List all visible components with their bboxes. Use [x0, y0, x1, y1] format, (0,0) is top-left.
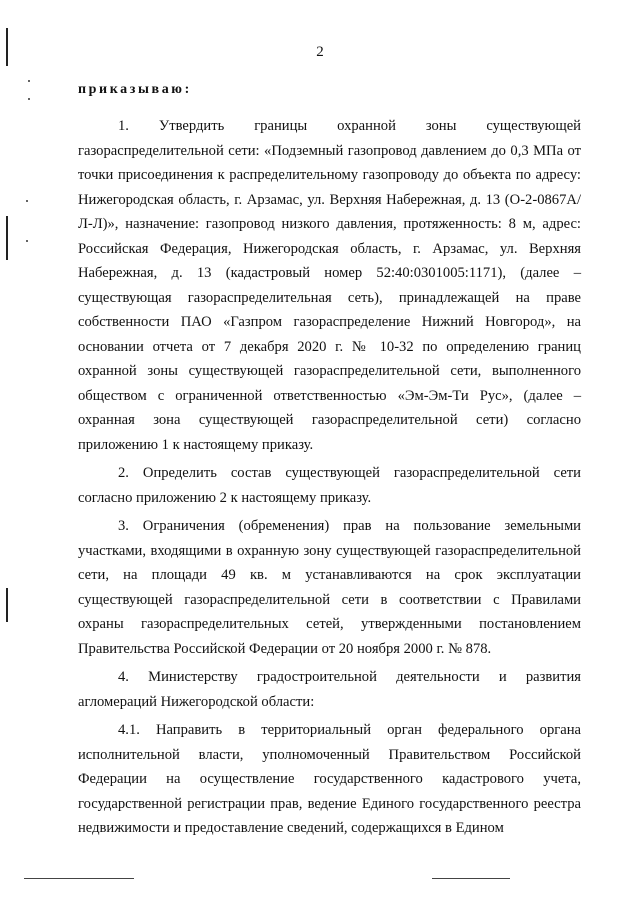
scan-artifact-dot: [26, 200, 28, 202]
scan-artifact-dot: [26, 240, 28, 242]
scan-artifact-dot: [28, 80, 30, 82]
document-body: [78, 114, 581, 841]
scan-artifact-line: [6, 216, 8, 260]
scan-artifact-dot: [28, 98, 30, 100]
footer-line-right: [432, 878, 510, 879]
scan-artifact-line: [6, 28, 8, 66]
footer-line-left: [24, 878, 134, 879]
paragraph-2: 2. Определить состав существующей газораспределительной сети согласно приложению 2 к настоящему приказу.: [78, 465, 581, 506]
order-heading: приказываю:: [78, 82, 192, 97]
paragraph-4: 4. Министерству градостроительной деятельности и развития агломераций Нижегородской области:: [78, 669, 581, 710]
scan-artifact-line: [6, 588, 8, 622]
paragraph-4-1: 4.1. Направить в территориальный орган федерального органа исполнительной власти, уполномоченный Правительством Российской Федерации на осуществление государственного кадастрового учета, государственной регистрации прав, ведение Единого государственного реестра недвижимости и предоставление сведений, содержащихся в Едином: [78, 722, 581, 836]
page-number: 2: [316, 44, 324, 60]
paragraph-1: 1. Утвердить границы охранной зоны существующей газораспределительной сети: «Подземный газопровод давлением до 0,3 МПа от точки присоединения к распределительному газопроводу до объекта по адресу: Нижегородская область, г. Арзамас, ул. Верхняя Набережная, д. 13 (О-2-0867А/Л-Л)», назначение: газопровод низкого давления, протяженность: 8 м, адрес: Российская Федерация, Нижегородская область, г. Арзамас, ул. Верхняя Набережная, д. 13 (кадастровый номер 52:40:0301005:1171), (далее – существующая газораспределительная сеть), принадлежащей на праве собственности ПАО «Газпром газораспределение Нижний Новгород», на основании отчета от 7 декабря 2020 г. № 10-32 по определению границ охранной зоны существующей газораспределительной сети, выполненного обществом с ограниченной ответственностью «Эм-Эм-Ти Рус», (далее – охранная зона существующей газораспределительной сети) согласно приложению 1 к настоящему приказу.: [78, 118, 581, 453]
paragraph-3: 3. Ограничения (обременения) прав на пользование земельными участками, входящими в охранную зону существующей газораспределительной сети, на площади 49 кв. м устанавливаются на срок эксплуатации существующей газораспределительной сети в соответствии с Правилами охраны газораспределительных сетей, утвержденными постановлением Правительства Российской Федерации от 20 ноября 2000 г. № 878.: [78, 518, 581, 657]
